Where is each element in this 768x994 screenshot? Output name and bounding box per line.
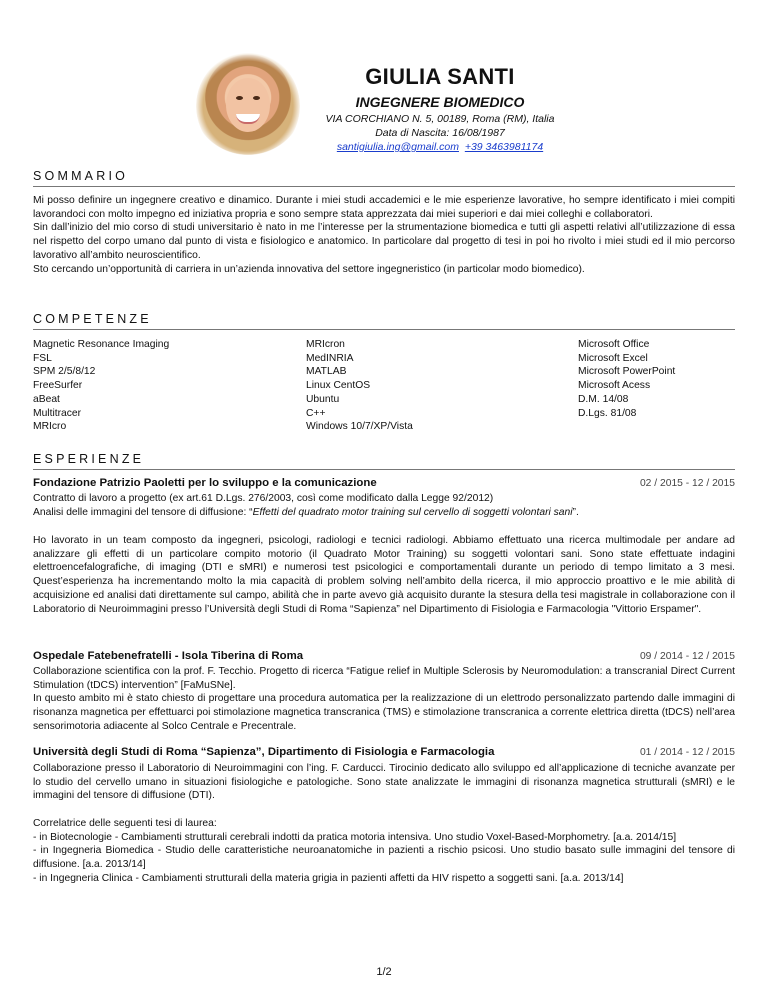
job-paragraph: Collaborazione scientifica con la prof. F. Tecchio. Progetto di ricerca “Fatigue relief in Multiple Sclerosis by Neuromodulation: a transcranial Direct Current Stimulation (tDCS) intervention” [FaMuSNe]. [33,666,735,691]
candidate-name: GIULIA SANTI [365,64,515,89]
job-description: Collaborazione presso il Laboratorio di Neuroimmagini con l’ing. F. Carducci. Tirocinio dedicato allo sviluppo ed all’applicazione di tecniche avanzate per lo studio del cervello umano in situazioni fisiologiche e patologiche. Sono state analizzate le immagini di risonanza magnetica strutturali (sMRI) e le immagini del tensore di diffusione (DTI). [33,763,735,802]
job-line-prefix: Analisi delle immagini del tensore di diffusione: “ [33,506,253,518]
phone-link[interactable]: +39 3463981174 [464,141,544,153]
candidate-role: INGEGNERE BIOMEDICO [355,94,525,110]
skills-column-2 [306,338,413,434]
thesis-list [33,817,735,886]
skill-item: Microsoft Acess [578,380,651,392]
contact-line [0,141,768,153]
job-organization: Ospedale Fatebenefratelli - Isola Tiberina di Roma [33,650,304,662]
thesis-item: - in Biotecnologie - Cambiamenti strutturali cerebrali indotti da pratica motoria intensiva. Uno studio Voxel-Based-Morphometry. [a.a. 2014/15] [33,831,677,843]
skill-item: Windows 10/7/XP/Vista [306,421,413,433]
candidate-address: VIA CORCHIANO N. 5, 00189, Roma (RM), Italia [325,113,555,125]
project-title: Effetti del quadrato motor training sul cervello di soggetti volontari sani [252,506,573,518]
sommario-text [33,194,735,276]
skills-column-3 [578,338,675,420]
skill-item: FreeSurfer [33,380,83,392]
job-description [33,665,735,734]
sommario-paragraph: Sto cercando un’opportunità di carriera in un’azienda innovativa del settore ingegneristico (in particolar modo biomedico). [33,263,585,275]
skill-item: Multitracer [33,407,82,419]
section-divider [33,469,735,470]
skill-item: Linux CentOS [306,380,371,392]
sommario-paragraph: Sin dall’inizio del mio corso di studi universitario è nato in me l’interesse per la strumentazione biomedica e tutti gli aspetti relativi all’utilizzazione di essa nel rispetto del corpo umano dal punto di vista e fisiologico e anatomico. In particolare dal progetto di tesi in poi ho rivolto i miei studi ed il mio percorso lavorativo all’ambito neuroscientifico. [33,222,735,261]
thesis-intro: Correlatrice delle seguenti tesi di laurea: [33,818,217,829]
job-date: 02 / 2015 - 12 / 2015 [639,478,735,489]
page-number: 1/2 [376,966,392,978]
skill-item: Microsoft Excel [578,352,648,364]
skill-item: MedINRIA [306,352,354,364]
section-title-esperienze: ESPERIENZE [33,452,145,466]
job-date: 01 / 2014 - 12 / 2015 [639,747,735,758]
skill-item: D.Lgs. 81/08 [578,407,637,419]
section-title-sommario: SOMMARIO [33,169,129,183]
job-line [33,506,735,520]
job-description: Ho lavorato in un team composto da ingegneri, psicologi, radiologi e tecnici radiologi. Abbiamo effettuato una ricerca multimodale per andare ad analizzare gli effetti di un particolare compito motorio (il Quadrato Motor Training) su soggetti volontari sani. Sono state effettuate indagini elettroencefalografiche, di imaging (DTI e sMRI) e numerosi test psicologici e comportamentali durante un periodo di tempo limitato a 3 mesi. Quest’esperienza ha incrementando molto la mia capacità di problem solving nell’ambito della ricerca, il mio approccio proattivo e le mie abilità di acquisizione ed analisi dati direttamente sul campo, abilità che in parte avevo già acquisito durante la stesura della tesi magistrale in collaborazione con il Laboratorio di Neuroimmagini presso l’Università degli Studi di Roma “Sapienza” nel Dipartimento di Fisiologia e Farmacologia "Vittorio Erspamer". [33,535,735,615]
job-line-suffix: ”. [572,506,579,518]
skill-item: Microsoft Office [578,339,650,350]
skill-item: MRIcro [33,421,67,433]
skill-item: aBeat [33,393,60,405]
section-divider [33,186,735,187]
skill-item: MATLAB [306,366,347,378]
job-paragraph: In questo ambito mi è stato chiesto di progettare una procedura automatica per la realizzazione di un elettrodo personalizzato partendo dalle immagini di risonanza magnetica per effettuarci poi stimolazione magnetica transcranica (TMS) e stimolazione transcranica a corrente elettrica diretta (tDCS) nell’area sensorimotoria adiacente al Solco Centrale e Precentrale. [33,693,735,732]
job-line: Contratto di lavoro a progetto (ex art.61 D.Lgs. 276/2003, così come modificato dalla Legge 92/2012) [33,493,494,504]
section-title-competenze: COMPETENZE [33,312,152,326]
job-organization: Fondazione Patrizio Paoletti per lo sviluppo e la comunicazione [33,477,377,489]
skill-item: MRIcron [306,339,345,350]
skill-item: Ubuntu [306,393,340,405]
skill-item: Microsoft PowerPoint [578,366,676,378]
thesis-item: - in Ingegneria Biomedica - Studio delle caratteristiche neuroanatomiche in pazienti a rischio psicosi. Uno studio basato sulle immagini del tensore di diffusione. [a.a. 2013/14] [33,845,735,871]
sommario-paragraph: Mi posso definire un ingegnere creativo e dinamico. Durante i miei studi accademici e le mie esperienze lavorative, ho sempre identificato i miei compiti lavorandoci con molto impegno ed iniziativa propria e sono sempre stata apprezzata dai miei superiori e dai miei colleghi e collaboratori. [33,195,735,220]
email-link[interactable]: santigiulia.ing@gmail.com [336,141,459,153]
skill-item: Magnetic Resonance Imaging [33,339,170,350]
candidate-dob: Data di Nascita: 16/08/1987 [375,127,505,139]
skill-item: FSL [33,352,52,364]
job-organization: Università degli Studi di Roma “Sapienza”, Dipartimento di Fisiologia e Farmacologia [33,746,495,758]
skill-item: C++ [306,407,326,419]
job-details [33,492,735,519]
skills-column-1 [33,338,169,434]
job-date: 09 / 2014 - 12 / 2015 [639,651,735,662]
section-divider [33,329,735,330]
skill-item: SPM 2/5/8/12 [33,366,96,378]
skill-item: D.M. 14/08 [578,393,629,405]
thesis-item: - in Ingegneria Clinica - Cambiamenti strutturali della materia grigia in pazienti affetti da HIV rispetto a soggetti sani. [a.a. 2013/14] [33,872,624,884]
